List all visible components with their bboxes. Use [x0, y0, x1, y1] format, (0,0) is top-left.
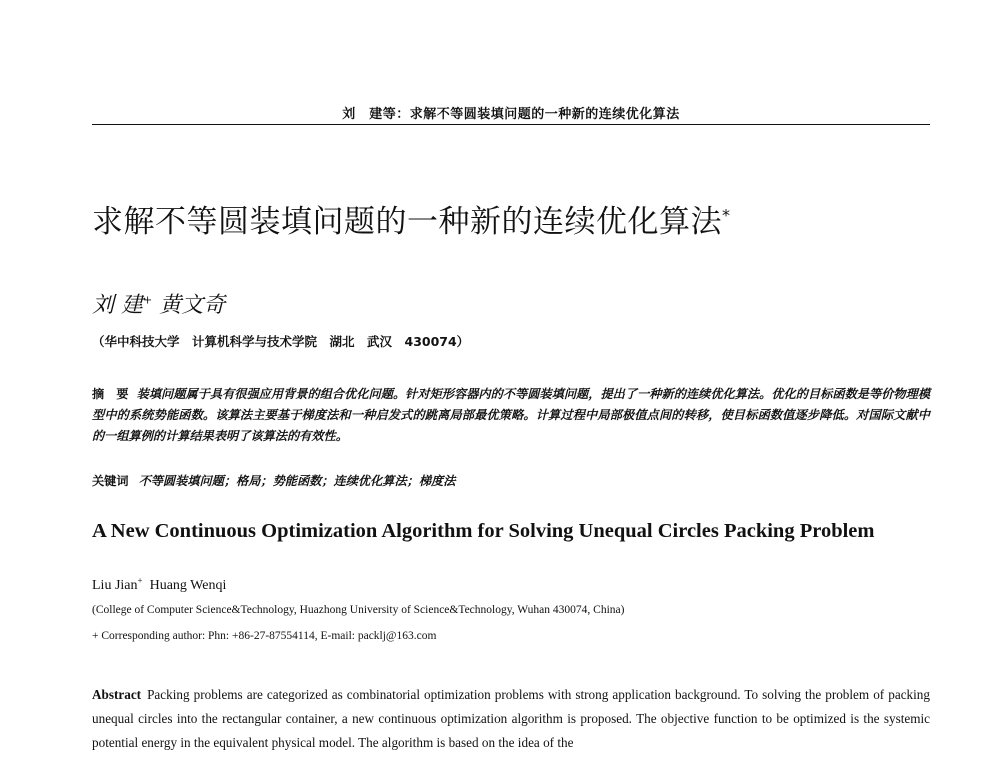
author-cn-2: 黄文奇: [159, 293, 226, 318]
paper-title-en: A New Continuous Optimization Algorithm for Solving Unequal Circles Packing Problem: [92, 520, 875, 542]
corresponding-author: + Corresponding author: Phn: +86-27-87554114, E-mail: packlj@163.com: [92, 630, 437, 642]
abstract-cn: [92, 384, 930, 447]
authors-cn: [92, 288, 225, 319]
author-en-1-mark: +: [137, 575, 143, 586]
running-header: 刘 建等：求解不等圆装填问题的一种新的连续优化算法: [342, 107, 680, 122]
keywords-cn: [92, 472, 930, 489]
affiliation-cn: （华中科技大学 计算机科学与技术学院 湖北 武汉 430074）: [92, 334, 470, 349]
paper-title-cn-text: 求解不等圆装填问题的一种新的连续优化算法: [92, 204, 722, 240]
author-cn-1-mark: +: [143, 293, 153, 307]
affiliation-en: (College of Computer Science&Technology, Huazhong University of Science&Technology, Wuhan 430074, China): [92, 604, 625, 616]
keywords-cn-text: 不等圆装填问题；格局；势能函数；连续优化算法；梯度法: [138, 474, 456, 488]
abstract-en-text: Packing problems are categorized as combinatorial optimization problems with strong application background. To solving the problem of packing unequal circles into the rectangular container, a new continuous optimization algorithm is proposed. The objective function to be optimized is the systemic potential energy in the equivalent physical model. The algorithm is based on the idea of the: [92, 687, 930, 750]
keywords-cn-label: 关键词: [92, 474, 129, 488]
author-cn-1: 刘 建: [92, 293, 143, 318]
abstract-en-label: Abstract: [92, 687, 142, 702]
author-en-2: Huang Wenqi: [149, 578, 227, 593]
author-en-1: Liu Jian: [92, 578, 138, 593]
paper-title-cn: [92, 196, 731, 241]
abstract-en: [92, 683, 930, 755]
authors-en: [92, 575, 227, 594]
title-footnote-mark: *: [722, 205, 731, 225]
abstract-cn-text: 装填问题属于具有很强应用背景的组合优化问题。针对矩形容器内的不等圆装填问题，提出了一种新的连续优化算法。优化的目标函数是等价物理模型中的系统势能函数。该算法主要基于梯度法和一种启发式的跳离局部最优策略。计算过程中局部极值点间的转移，使目标函数值逐步降低。对国际文献中的一组算例的计算结果表明了该算法的有效性。: [92, 387, 931, 443]
header-rule: [92, 124, 930, 125]
abstract-cn-label: 摘 要: [92, 387, 129, 401]
